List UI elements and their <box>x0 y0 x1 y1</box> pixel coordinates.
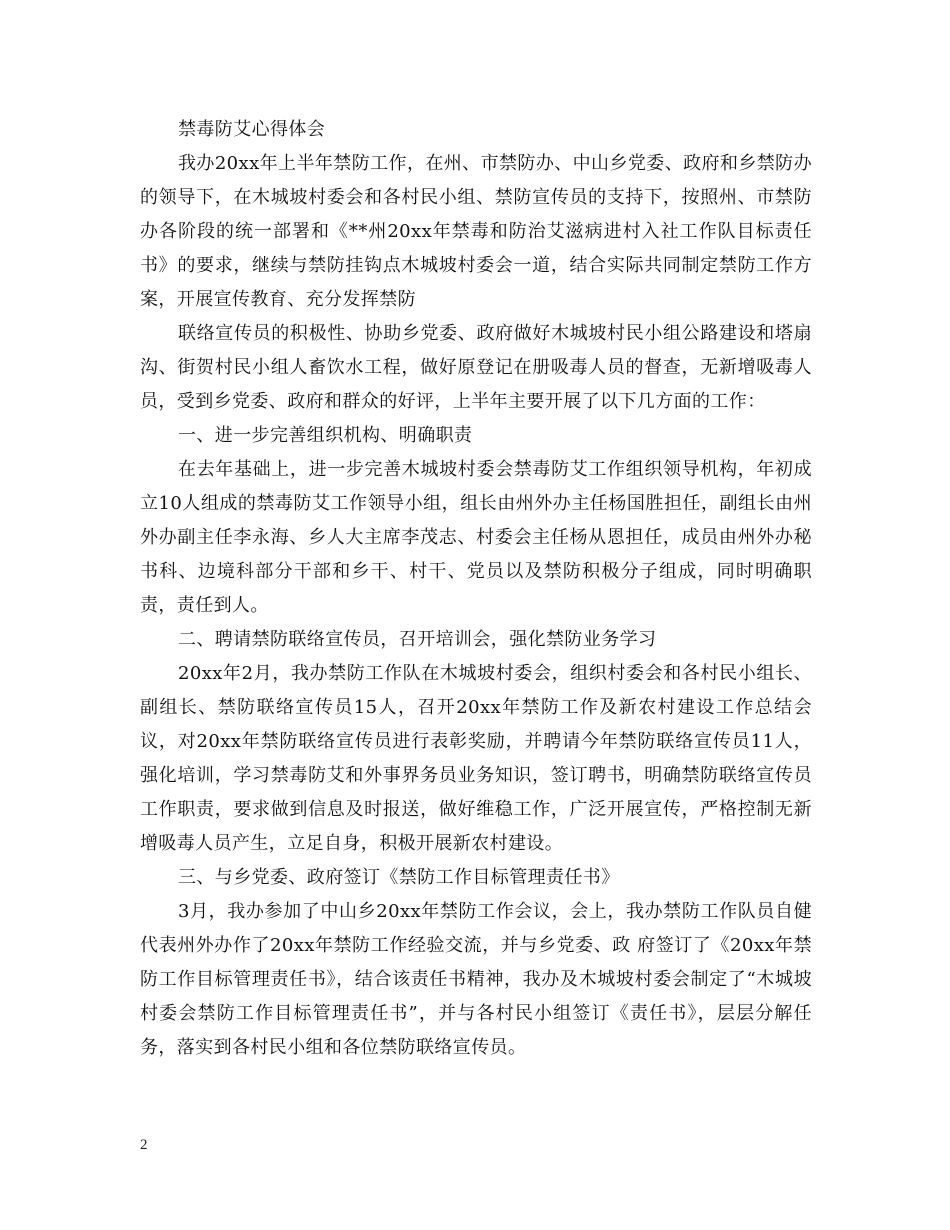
paragraph-section-3: 3月，我办参加了中山乡20xx年禁防工作会议，会上，我办禁防工作队员自健代表州外办作了20xx年禁防工作经验交流，并与乡党委、政 府签订了《20xx年禁防工作目标管理责任书》，结合该责任书精神，我办及木城坡村委会制定了“木城坡村委会禁防工作目标管理责任书”，并与各村民小组签订《责任书》，层层分解任务，落实到各村民小组和各位禁防联络宣传员。 <box>140 901 812 1058</box>
paragraph-intro-continued: 联络宣传员的积极性、协助乡党委、政府做好木城坡村民小组公路建设和塔扇沟、街贺村民小组人畜饮水工程，做好原登记在册吸毒人员的督查，无新增吸毒人员，受到乡党委、政府和群众的好评，上半年主要开展了以下几方面的工作： <box>140 323 812 412</box>
section-heading-3: 三、与乡党委、政府签订《禁防工作目标管理责任书》 <box>178 867 620 888</box>
document-body <box>140 113 812 1065</box>
section-heading-1: 一、进一步完善组织机构、明确职责 <box>178 425 473 446</box>
paragraph-section-1: 在去年基础上，进一步完善木城坡村委会禁毒防艾工作组织领导机构，年初成立10人组成的禁毒防艾工作领导小组，组长由州外办主任杨国胜担任，副组长由州外办副主任李永海、乡人大主席李茂志、村委会主任杨从恩担任，成员由州外办秘书科、边境科部分干部和乡干、村干、党员以及禁防积极分子组成，同时明确职责，责任到人。 <box>140 459 812 616</box>
paragraph-intro: 我办20xx年上半年禁防工作，在州、市禁防办、中山乡党委、政府和乡禁防办的领导下，在木城坡村委会和各村民小组、禁防宣传员的支持下，按照州、市禁防办各阶段的统一部署和《**州20xx年禁毒和防治艾滋病进村入社工作队目标责任书》的要求，继续与禁防挂钩点木城坡村委会一道，结合实际共同制定禁防工作方案，开展宣传教育、充分发挥禁防 <box>140 153 812 310</box>
page-number: 2 <box>140 1137 148 1153</box>
section-heading-2: 二、聘请禁防联络宣传员，召开培训会，强化禁防业务学习 <box>178 629 657 650</box>
document-title: 禁毒防艾心得体会 <box>178 119 326 140</box>
paragraph-section-2: 20xx年2月，我办禁防工作队在木城坡村委会，组织村委会和各村民小组长、副组长、禁防联络宣传员15人，召开20xx年禁防工作及新农村建设工作总结会议，对20xx年禁防联络宣传员进行表彰奖励，并聘请今年禁防联络宣传员11人，强化培训，学习禁毒防艾和外事界务员业务知识，签订聘书，明确禁防联络宣传员工作职责，要求做到信息及时报送，做好维稳工作，广泛开展宣传，严格控制无新增吸毒人员产生，立足自身，积极开展新农村建设。 <box>140 663 812 854</box>
